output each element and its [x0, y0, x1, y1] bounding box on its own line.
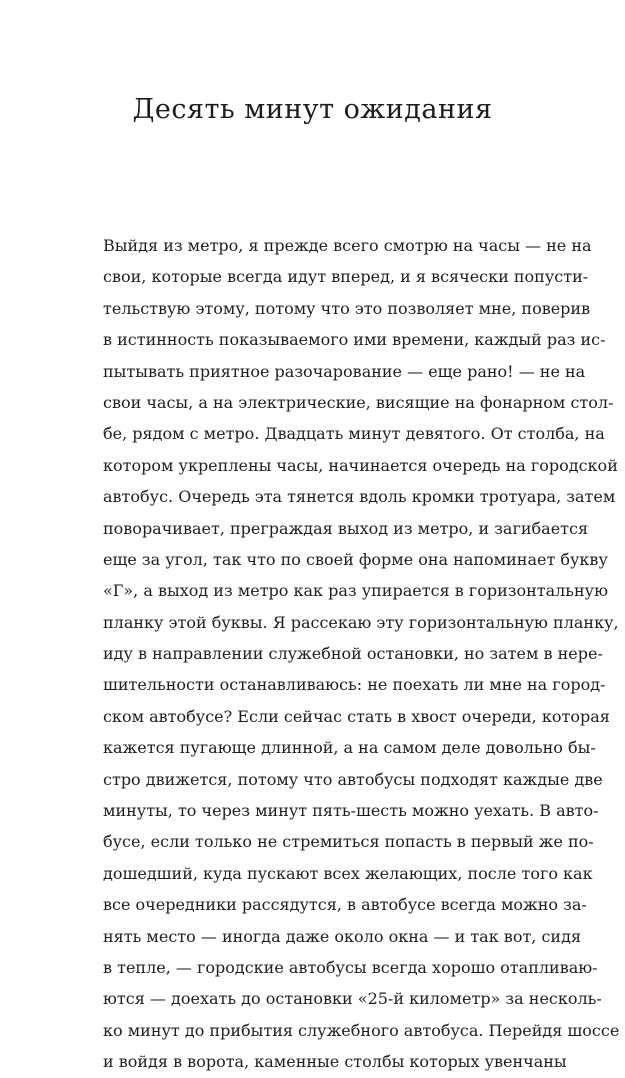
text-line: ском автобусе? Если сейчас стать в хвост очереди, которая [103, 706, 610, 726]
text-line: свои часы, а на электрические, висящие на фонарном стол- [103, 392, 614, 412]
text-line: поворачивает, преграждая выход из метро, и загибается [103, 518, 589, 538]
text-line: дошедший, куда пускают всех желающих, после того как [103, 863, 593, 883]
text-line: кажется пугающе длинной, а на самом деле довольно бы- [103, 738, 596, 758]
text-line: ко минут до прибытия служебного автобуса. Перейдя шоссе [103, 1020, 620, 1040]
chapter-title: Десять минут ожидания [132, 94, 493, 125]
text-line: котором укреплены часы, начинается очередь на городской [103, 455, 618, 475]
text-line: шительности останавливаюсь: не поехать ли мне на город- [103, 675, 606, 695]
text-line: пытывать приятное разочарование — еще рано! — не на [103, 361, 586, 381]
text-line: иду в направлении служебной остановки, но затем в нере- [103, 644, 603, 664]
text-line: нять место — иногда даже около окна — и так вот, сидя [103, 926, 582, 946]
text-line: все очередники рассядутся, в автобусе всегда можно за- [103, 895, 587, 915]
text-line: бусе, если только не стремиться попасть в первый же по- [103, 832, 594, 852]
text-line: еще за угол, так что по своей форме она напоминает букву [103, 549, 608, 569]
text-line: бе, рядом с метро. Двадцать минут девятого. От столба, на [103, 424, 605, 444]
text-line: ются — доехать до остановки «25-й километр» за несколь- [103, 989, 602, 1009]
text-line: стро движется, потому что автобусы подходят каждые две [103, 769, 603, 789]
text-line: «Г», а выход из метро как раз упирается в горизонтальную [103, 581, 609, 601]
text-line: и войдя в ворота, каменные столбы которых увенчаны [103, 1052, 567, 1072]
text-line: в истинность показываемого ими времени, каждый раз ис- [103, 330, 606, 350]
text-line: в тепле, — городские автобусы всегда хорошо отапливаю- [103, 957, 598, 977]
body-text [103, 230, 620, 1078]
text-line: автобус. Очередь эта тянется вдоль кромки тротуара, затем [103, 487, 616, 507]
text-line: Выйдя из метро, я прежде всего смотрю на часы — не на [103, 236, 592, 255]
text-line: тельствую этому, потому что это позволяет мне, поверив [103, 298, 591, 318]
text-line: минуты, то через минут пять-шесть можно уехать. В авто- [103, 801, 599, 821]
text-line: планку этой буквы. Я рассекаю эту горизонтальную планку, [103, 612, 619, 632]
text-line: свои, которые всегда идут вперед, и я всячески попусти- [103, 267, 589, 287]
